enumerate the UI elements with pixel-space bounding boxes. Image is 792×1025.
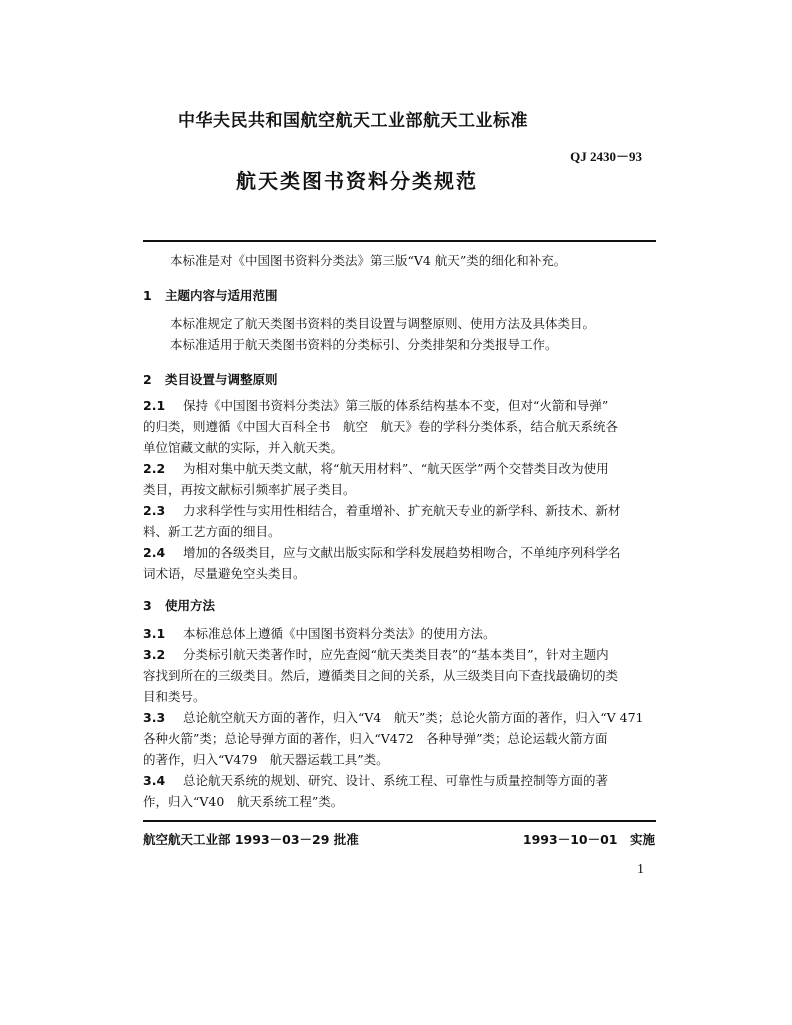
clause-3-1-line: 3.1 本标准总体上遵循《中国图书资料分类法》的使用方法。 <box>143 626 496 641</box>
standard-number: QJ 2430－93 <box>570 149 642 164</box>
section-number: 2 <box>143 372 152 387</box>
section-1-paragraph: 本标准规定了航天类图书资料的类目设置与调整原则、使用方法及具体类目。 <box>170 316 596 331</box>
clause-number: 2.1 <box>143 398 166 413</box>
clause-2-2-line: 类目，再按文献标引频率扩展子类目。 <box>143 482 356 497</box>
clause-2-1-line: 2.1 保持《中国图书资料分类法》第三版的体系结构基本不变，但对“火箭和导弹” <box>143 398 609 413</box>
clause-3-4-line: 3.4 总论航天系统的规划、研究、设计、系统工程、可靠性与质量控制等方面的著 <box>143 773 609 788</box>
section-1-heading <box>143 286 278 304</box>
section-3-heading <box>143 596 215 614</box>
clause-number: 2.4 <box>143 545 166 560</box>
issuer-line: 中华夫民共和国航空航天工业部航天工业标准 <box>178 111 528 131</box>
clause-number: 3.4 <box>143 773 166 788</box>
clause-number: 3.2 <box>143 647 166 662</box>
clause-3-3-line: 3.3 总论航空航天方面的著作，归入“V4 航天”类；总论火箭方面的著作，归入“V 471 <box>143 710 644 725</box>
clause-number: 3.3 <box>143 710 166 725</box>
document-title: 航天类图书资料分类规范 <box>236 169 478 193</box>
bottom-rule <box>143 820 656 822</box>
clause-2-1-line: 单位馆藏文献的实际，并入航天类。 <box>143 440 344 455</box>
page-number: 1 <box>637 862 644 877</box>
section-number: 3 <box>143 598 152 613</box>
section-title: 主题内容与适用范围 <box>165 288 278 303</box>
clause-3-2-line: 3.2 分类标引航天类著作时，应先查阅“航天类类目表”的“基本类目”，针对主题内 <box>143 647 609 662</box>
clause-2-4-line: 2.4 增加的各级类目，应与文献出版实际和学科发展趋势相吻合，不单纯序列科学名 <box>143 545 621 560</box>
effective-date: 1993－10－01 实施 <box>522 832 655 847</box>
clause-2-3-line: 料、新工艺方面的细目。 <box>143 524 281 539</box>
section-1-paragraph: 本标准适用于航天类图书资料的分类标引、分类排架和分类报导工作。 <box>170 337 558 352</box>
clause-number: 3.1 <box>143 626 166 641</box>
clause-3-4-line: 作，归入“V40 航天系统工程”类。 <box>143 794 344 809</box>
clause-2-1-line: 的归类，则遵循《中国大百科全书 航空 航天》卷的学科分类体系，结合航天系统各 <box>143 419 619 434</box>
clause-3-3-line: 的著作，归入“V479 航天器运载工具”类。 <box>143 752 389 767</box>
clause-number: 2.3 <box>143 503 166 518</box>
approval-line: 航空航天工业部 1993－03－29 批准 <box>143 832 359 847</box>
clause-number: 2.2 <box>143 461 166 476</box>
section-title: 使用方法 <box>165 598 216 613</box>
clause-2-4-line: 词术语，尽量避免空头类目。 <box>143 566 306 581</box>
clause-3-3-line: 各种火箭”类；总论导弹方面的著作，归入“V472 各种导弹”类；总论运载火箭方面 <box>143 731 608 746</box>
clause-2-2-line: 2.2 为相对集中航天类文献，将“航天用材料”、“航天医学”两个交替类目改为使用 <box>143 461 609 476</box>
top-rule <box>143 240 656 242</box>
clause-2-3-line: 2.3 力求科学性与实用性相结合，着重增补、扩充航天专业的新学科、新技术、新材 <box>143 503 621 518</box>
section-2-heading <box>143 370 278 388</box>
section-number: 1 <box>143 288 152 303</box>
clause-3-2-line: 容找到所在的三级类目。然后，遵循类目之间的关系，从三级类目向下查找最确切的类 <box>143 668 619 683</box>
clause-3-2-line: 目和类号。 <box>143 689 206 704</box>
section-title: 类目设置与调整原则 <box>165 372 278 387</box>
intro-paragraph: 本标准是对《中国图书资料分类法》第三版“V4 航天”类的细化和补充。 <box>170 253 567 268</box>
